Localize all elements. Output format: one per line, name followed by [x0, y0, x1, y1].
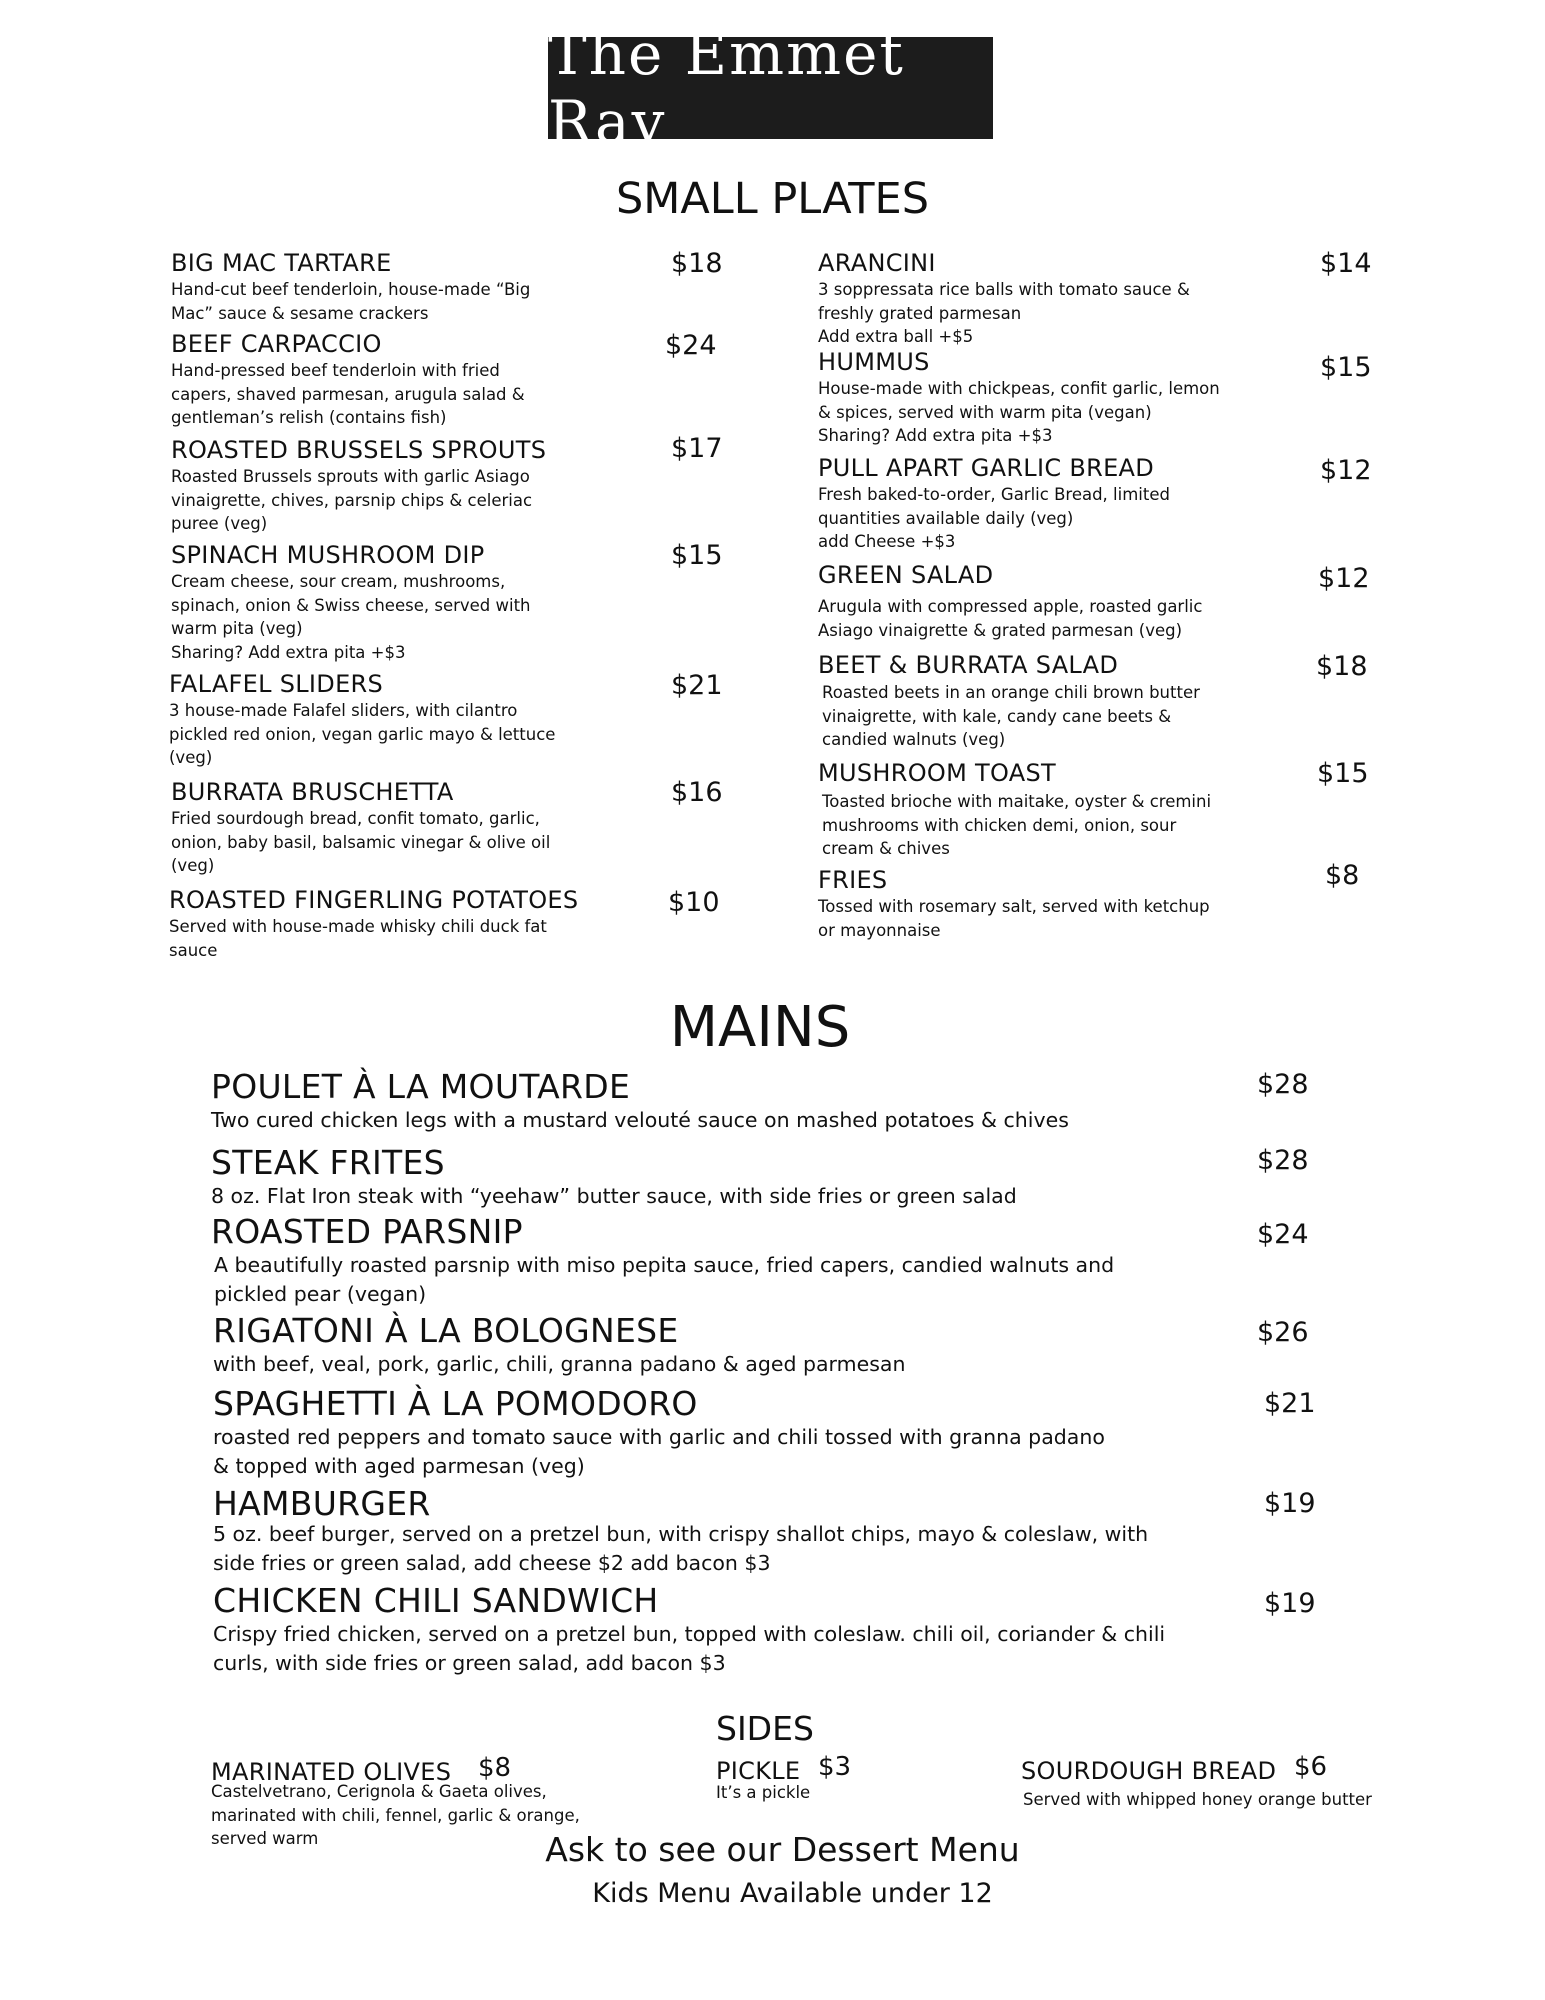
item-name: ROASTED PARSNIP — [211, 1212, 523, 1251]
menu-item-hummus — [818, 347, 1233, 448]
mains-title: MAINS — [669, 995, 851, 1060]
item-description: Served with whipped honey orange butter — [1023, 1790, 1372, 1809]
item-price: $26 — [1257, 1317, 1309, 1348]
item-price: $18 — [1316, 651, 1368, 682]
item-name: PICKLE — [716, 1757, 801, 1785]
item-name: CHICKEN CHILI SANDWICH — [213, 1581, 659, 1620]
item-price: $6 — [1294, 1752, 1328, 1782]
item-price: $21 — [1264, 1388, 1316, 1419]
item-price: $28 — [1257, 1145, 1309, 1176]
item-price: $19 — [1264, 1488, 1316, 1519]
menu-item-mushroom-toast — [818, 758, 1223, 861]
item-price: $15 — [1320, 352, 1372, 383]
item-extra: Add extra ball +$5 — [818, 327, 974, 346]
item-price: $19 — [1264, 1588, 1316, 1619]
item-name: HAMBURGER — [213, 1484, 431, 1523]
item-name: ROASTED FINGERLING POTATOES — [169, 886, 579, 914]
item-price: $3 — [818, 1752, 852, 1782]
item-price: $17 — [671, 433, 723, 464]
menu-item-arancini — [818, 248, 1223, 349]
menu-item-green-salad — [818, 560, 1238, 642]
item-extra: add Cheese +$3 — [818, 532, 956, 551]
item-price: $21 — [671, 670, 723, 701]
menu-item-roasted-fingerling-potatoes — [169, 885, 579, 962]
menu-item-poulet-a-la-moutarde — [211, 1068, 1161, 1135]
menu-item-beef-carpaccio — [171, 329, 561, 430]
item-description: Tossed with rosemary salt, served with ketchup or mayonnaise — [818, 897, 1210, 940]
item-description: Crispy fried chicken, served on a pretzel bun, topped with coleslaw. chili oil, coriander & chili curls, with side fries or green salad, add bacon $3 — [213, 1622, 1166, 1675]
menu-item-rigatoni-a-la-bolognese — [213, 1312, 1163, 1379]
item-price: $16 — [671, 777, 723, 808]
item-extra: Sharing? Add extra pita +$3 — [818, 426, 1053, 445]
menu-item-burrata-bruschetta — [171, 777, 561, 878]
item-description: 5 oz. beef burger, served on a pretzel bun, with crispy shallot chips, mayo & coleslaw, with side fries or green salad, add cheese $2 add bacon $3 — [213, 1522, 1149, 1575]
item-name: BIG MAC TARTARE — [171, 249, 392, 277]
menu-item-beet-burrata-salad — [818, 650, 1238, 752]
item-description: Fresh baked-to-order, Garlic Bread, limited quantities available daily (veg) — [818, 485, 1170, 528]
item-price: $8 — [1325, 860, 1360, 891]
item-price: $12 — [1318, 563, 1370, 594]
item-description: House-made with chickpeas, confit garlic, lemon & spices, served with warm pita (vegan) — [818, 379, 1220, 422]
item-description: 3 house-made Falafel sliders, with cilantro pickled red onion, vegan garlic mayo & lettuce (veg) — [169, 701, 556, 767]
item-description: Two cured chicken legs with a mustard velouté sauce on mashed potatoes & chives — [211, 1108, 1069, 1132]
item-description: Hand-pressed beef tenderloin with fried capers, shaved parmesan, arugula salad & gentleman’s relish (contains fish) — [171, 361, 525, 427]
small-plates-title: SMALL PLATES — [615, 174, 930, 224]
item-price: $12 — [1320, 455, 1372, 486]
item-name: GREEN SALAD — [818, 561, 994, 589]
menu-item-hamburger — [213, 1484, 1193, 1578]
menu-item-pull-apart-garlic-bread — [818, 453, 1223, 554]
item-description: roasted red peppers and tomato sauce with garlic and chili tossed with granna padano & topped with aged parmesan (veg) — [213, 1425, 1105, 1478]
item-price: $24 — [1257, 1219, 1309, 1250]
dessert-menu-note: Ask to see our Dessert Menu — [545, 1830, 1020, 1869]
menu-item-chicken-chili-sandwich — [213, 1582, 1193, 1678]
item-description: Castelvetrano, Cerignola & Gaeta olives, marinated with chili, fennel, garlic & orange, served warm — [211, 1782, 580, 1848]
item-description: Roasted beets in an orange chili brown butter vinaigrette, with kale, candy cane beets & candied walnuts (veg) — [822, 683, 1200, 749]
item-name: ARANCINI — [818, 249, 936, 277]
item-extra: Sharing? Add extra pita +$3 — [171, 642, 406, 662]
item-price: $28 — [1257, 1069, 1309, 1100]
item-price: $24 — [665, 330, 717, 361]
item-description: Fried sourdough bread, confit tomato, garlic, onion, baby basil, balsamic vinegar & olive oil (veg) — [171, 809, 551, 875]
side-item-sourdough-bread — [1021, 1756, 1461, 1812]
item-name: SPINACH MUSHROOM DIP — [171, 541, 485, 569]
item-name: RIGATONI À LA BOLOGNESE — [213, 1311, 679, 1350]
item-description: with beef, veal, pork, garlic, chili, granna padano & aged parmesan — [213, 1352, 906, 1376]
item-name: BEEF CARPACCIO — [171, 330, 382, 358]
menu-item-big-mac-tartare — [171, 248, 571, 325]
item-price: $18 — [671, 248, 723, 279]
item-name: HUMMUS — [818, 348, 930, 376]
item-name: BURRATA BRUSCHETTA — [171, 778, 454, 806]
item-description: 8 oz. Flat Iron steak with “yeehaw” butter sauce, with side fries or green salad — [211, 1184, 1017, 1208]
item-description: Cream cheese, sour cream, mushrooms, spinach, onion & Swiss cheese, served with warm pita (veg) — [171, 572, 531, 638]
menu-item-spaghetti-a-la-pomodoro — [213, 1385, 1113, 1481]
item-price: $15 — [671, 540, 723, 571]
item-description: Served with house-made whisky chili duck fat sauce — [169, 917, 547, 960]
item-name: MARINATED OLIVES — [211, 1758, 452, 1786]
item-name: FALAFEL SLIDERS — [169, 670, 384, 698]
kids-menu-note: Kids Menu Available under 12 — [592, 1878, 993, 1909]
sides-title: SIDES — [716, 1709, 814, 1748]
item-description: It’s a pickle — [716, 1783, 811, 1802]
item-name: POULET À LA MOUTARDE — [211, 1067, 631, 1106]
menu-item-falafel-sliders — [169, 669, 559, 770]
item-price: $10 — [668, 887, 720, 918]
menu-item-spinach-mushroom-dip — [171, 540, 561, 664]
item-description: Hand-cut beef tenderloin, house-made “Big Mac” sauce & sesame crackers — [171, 280, 531, 323]
item-name: FRIES — [818, 866, 888, 894]
item-description: 3 soppressata rice balls with tomato sauce & freshly grated parmesan — [818, 280, 1190, 323]
item-description: A beautifully roasted parsnip with miso pepita sauce, fried capers, candied walnuts and pickled pear (vegan) — [214, 1253, 1115, 1306]
item-name: ROASTED BRUSSELS SPROUTS — [171, 436, 547, 464]
item-name: BEET & BURRATA SALAD — [818, 651, 1119, 679]
side-item-pickle — [716, 1756, 916, 1805]
menu-item-steak-frites — [211, 1144, 1161, 1211]
restaurant-logo: The Emmet Ray — [548, 37, 993, 139]
item-price: $15 — [1317, 758, 1369, 789]
item-name: SOURDOUGH BREAD — [1021, 1757, 1277, 1785]
item-name: SPAGHETTI À LA POMODORO — [213, 1384, 698, 1423]
item-name: PULL APART GARLIC BREAD — [818, 454, 1155, 482]
item-name: STEAK FRITES — [211, 1143, 445, 1182]
menu-item-roasted-parsnip — [211, 1213, 1171, 1309]
item-description: Arugula with compressed apple, roasted garlic Asiago vinaigrette & grated parmesan (veg) — [818, 597, 1203, 640]
item-description: Toasted brioche with maitake, oyster & cremini mushrooms with chicken demi, onion, sour cream & chives — [822, 792, 1212, 858]
item-name: MUSHROOM TOAST — [818, 759, 1056, 787]
item-description: Roasted Brussels sprouts with garlic Asiago vinaigrette, chives, parsnip chips & celeriac puree (veg) — [171, 467, 533, 533]
item-price: $8 — [478, 1753, 512, 1783]
menu-item-fries — [818, 865, 1218, 942]
menu-item-roasted-brussels-sprouts — [171, 435, 561, 536]
item-price: $14 — [1320, 248, 1372, 279]
